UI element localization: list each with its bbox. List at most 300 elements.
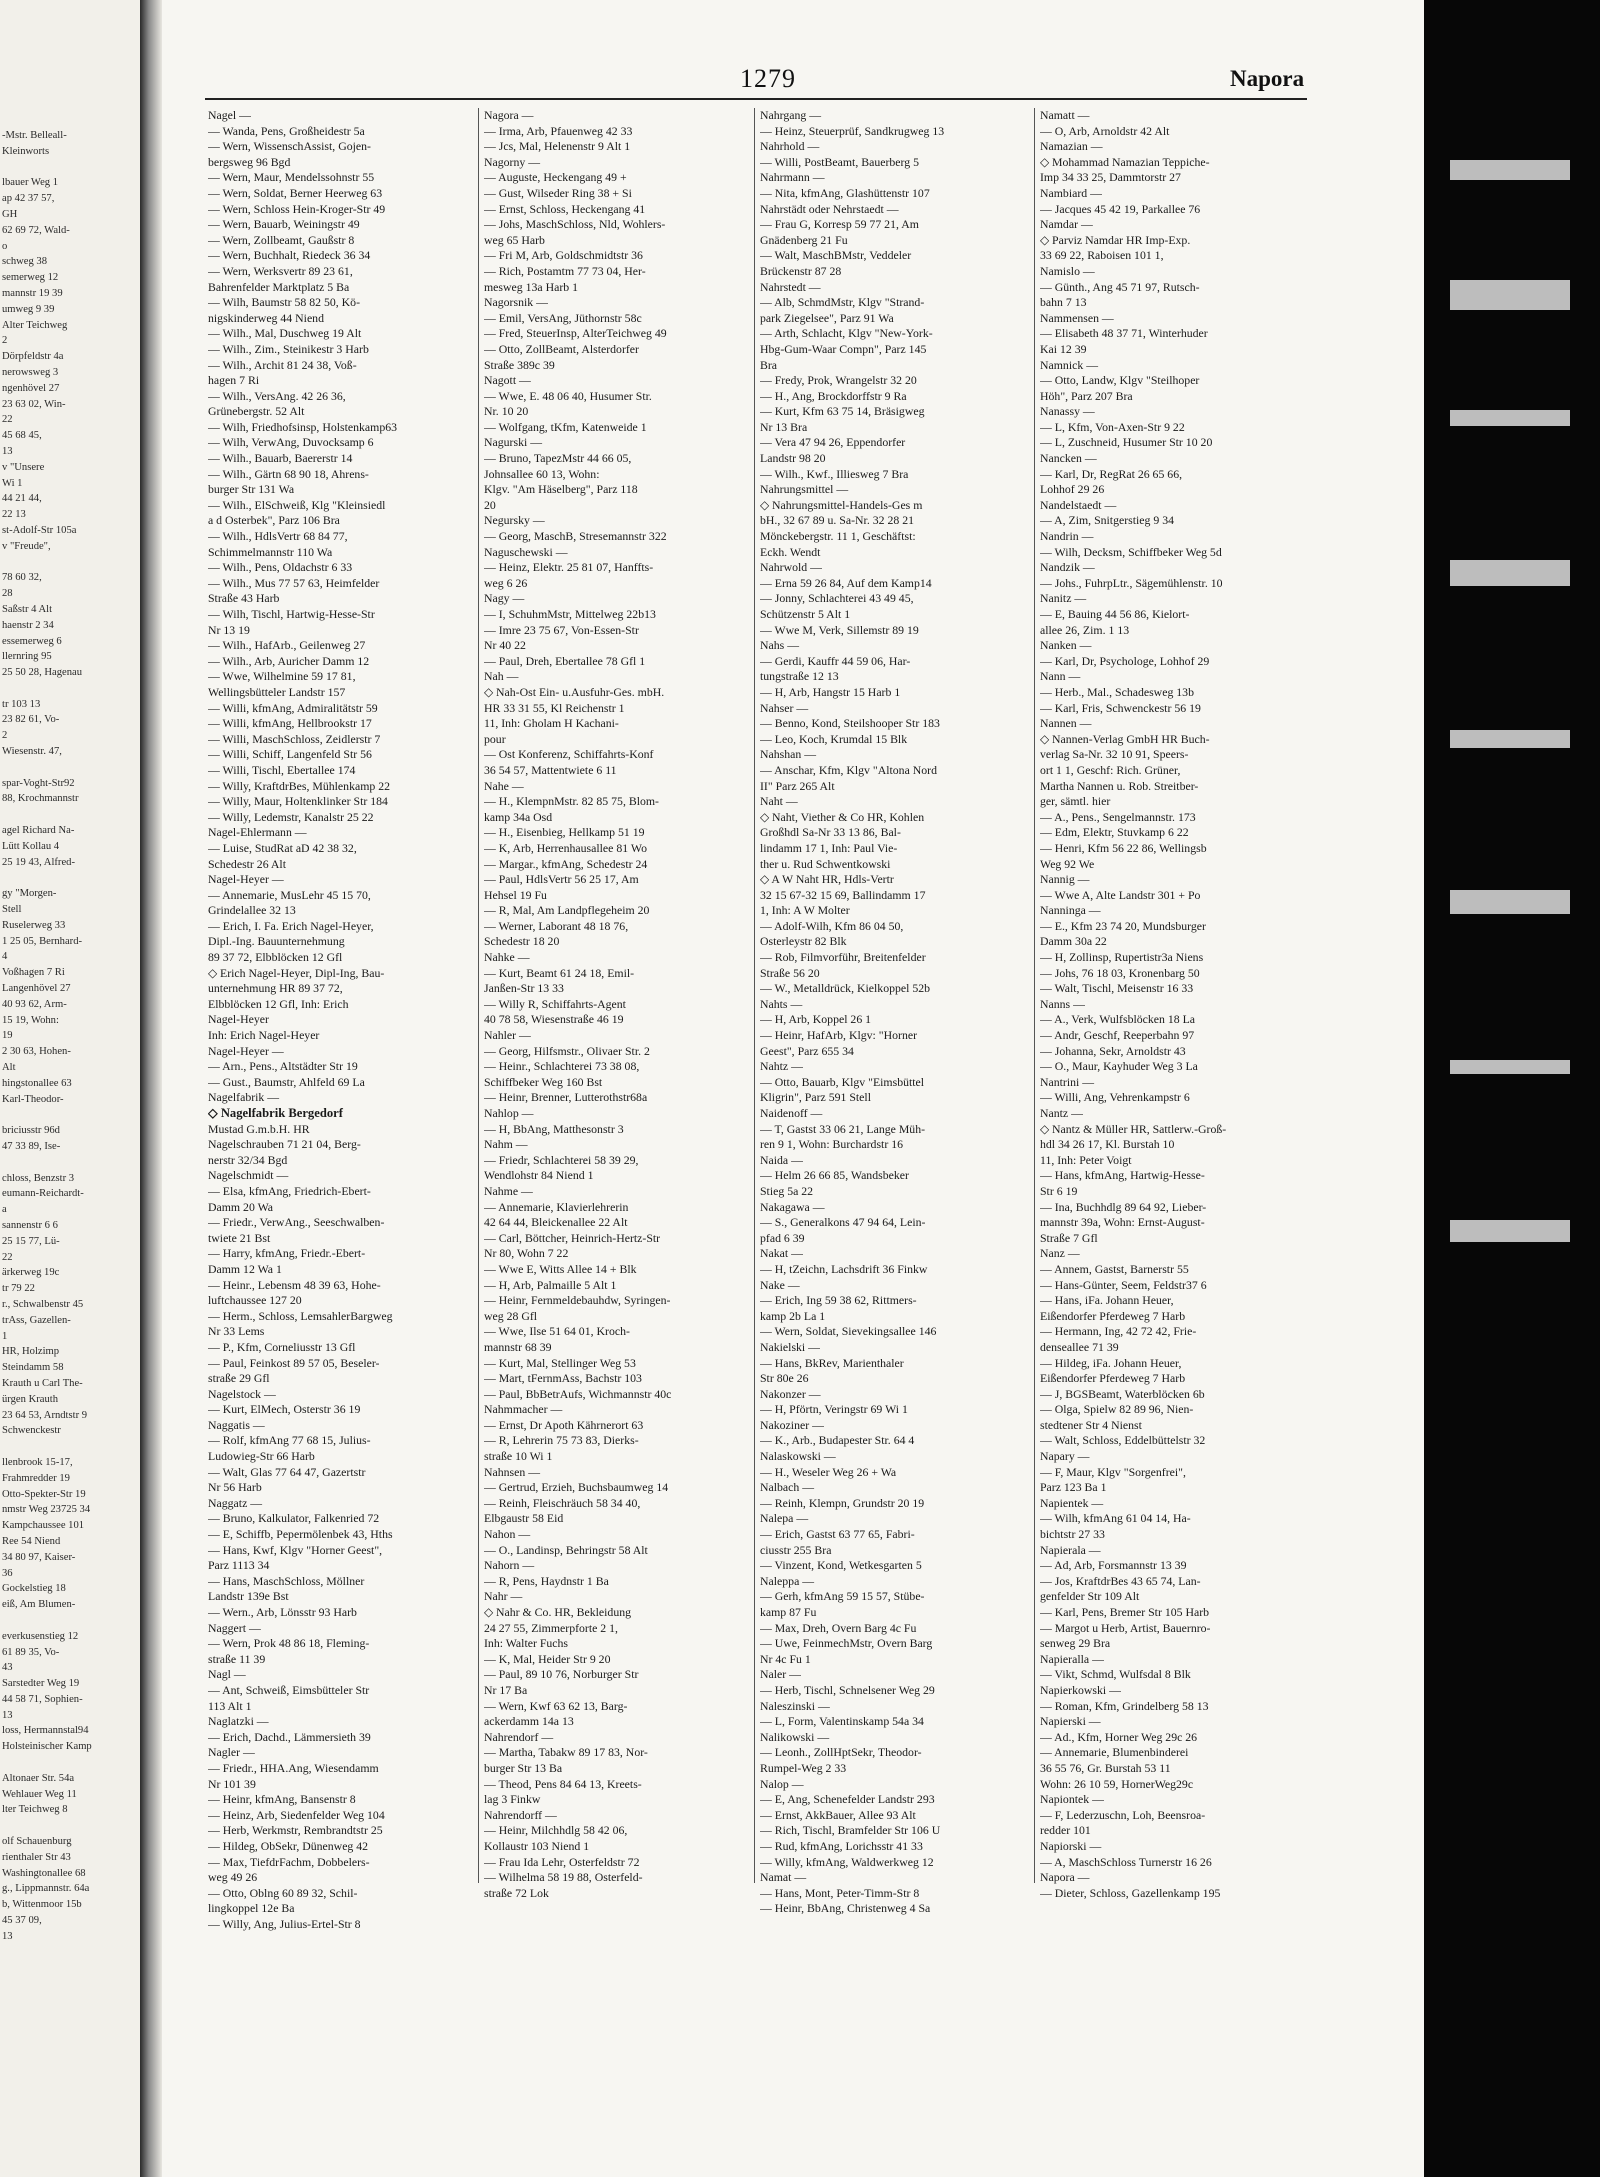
directory-entry-line: — Bruno, TapezMstr 44 66 05, xyxy=(484,451,632,466)
directory-entry-line: Napierkowski — xyxy=(1040,1682,1121,1697)
left-page-line: Langenhövel 27 xyxy=(2,983,71,995)
directory-entry-line: — Kurt, Kfm 63 75 14, Bräsigweg xyxy=(760,404,925,419)
directory-entry-line: Lohhof 29 26 xyxy=(1040,482,1105,497)
directory-entry-line: — Elisabeth 48 37 71, Winterhuder xyxy=(1040,326,1208,341)
left-page-line: schweg 38 xyxy=(2,256,48,268)
directory-entry-line: Nalbach — xyxy=(760,1480,815,1495)
directory-entry-line: Janßen-Str 13 33 xyxy=(484,981,564,996)
directory-column-2 xyxy=(484,108,749,1901)
directory-entry-line: Stieg 5a 22 xyxy=(760,1183,814,1198)
directory-entry-line: — Wern, Schloss Hein-Kroger-Str 49 xyxy=(208,201,386,216)
directory-entry-line: — Wern, Prok 48 86 18, Fleming- xyxy=(208,1636,370,1651)
directory-entry-line: — Jacques 45 42 19, Parkallee 76 xyxy=(1040,201,1201,216)
directory-entry-line: 24 27 55, Zimmerpforte 2 1, xyxy=(484,1620,618,1635)
directory-entry-line: bergsweg 96 Bgd xyxy=(208,154,291,169)
directory-entry-line: — Gertrud, Erzieh, Buchsbaumweg 14 xyxy=(484,1480,669,1495)
left-page-line: 22 13 xyxy=(2,509,26,521)
directory-entry-line: denseallee 71 39 xyxy=(1040,1339,1119,1354)
directory-entry-line: — Wilh., Mal, Duschweg 19 Alt xyxy=(208,326,362,341)
left-page-line xyxy=(2,760,134,776)
directory-entry-line: — Heinr., Lebensm 48 39 63, Hohe- xyxy=(208,1277,381,1292)
directory-entry-line: Nahe — xyxy=(484,778,524,793)
directory-entry-line: — Theod, Pens 84 64 13, Kreets- xyxy=(484,1776,642,1791)
directory-entry-line: — Gust., Baumstr, Ahlfeld 69 La xyxy=(208,1074,365,1089)
directory-entry-line: Nahrhold — xyxy=(760,139,820,154)
directory-entry-line: — Wilh., Kwf., Illiesweg 7 Bra xyxy=(760,466,909,481)
directory-entry-line: — H, Arb, Hangstr 15 Harb 1 xyxy=(760,684,901,699)
directory-entry-line: Napieralla — xyxy=(1040,1651,1104,1666)
directory-entry-line: Kligrin", Parz 591 Stell xyxy=(760,1090,871,1105)
directory-entry-line: — Wilh, Friedhofsinsp, Holstenkamp63 xyxy=(208,419,398,434)
directory-entry-line: Nagelstock — xyxy=(208,1386,276,1401)
directory-entry-line: 1, Inh: A W Molter xyxy=(760,903,850,918)
header-rule xyxy=(205,98,1307,100)
directory-entry-line: — Erich, Gastst 63 77 65, Fabri- xyxy=(760,1527,915,1542)
directory-entry-line: — Herb, Werkmstr, Rembrandtstr 25 xyxy=(208,1823,383,1838)
directory-entry-line: Nagel-Heyer — xyxy=(208,872,284,887)
directory-entry-line: — H., Weseler Weg 26 + Wa xyxy=(760,1464,897,1479)
left-page-line: r., Schwalbenstr 45 xyxy=(2,1298,84,1310)
left-page-line xyxy=(2,870,134,886)
directory-entry-line: — E, Ang, Schenefelder Landstr 293 xyxy=(760,1792,935,1807)
directory-entry-line: Bahrenfelder Marktplatz 5 Ba xyxy=(208,279,350,294)
left-page-line: 43 xyxy=(2,1662,13,1674)
directory-entry-line: — Otto, ZollBeamt, Alsterdorfer xyxy=(484,341,639,356)
directory-entry-line: — Heinr, Brenner, Lutterothstr68a xyxy=(484,1090,648,1105)
directory-entry-line: Schimmelmannstr 110 Wa xyxy=(208,544,333,559)
directory-entry-line: Naguschewski — xyxy=(484,544,568,559)
directory-entry-line: Nahrmann — xyxy=(760,170,825,185)
directory-entry-line: Kollaustr 103 Niend 1 xyxy=(484,1838,590,1853)
directory-entry-line: 11, Inh: Peter Voigt xyxy=(1040,1152,1132,1167)
directory-entry-line: ◇ Naht, Viether & Co HR, Kohlen xyxy=(760,809,925,824)
directory-entry-line: Napiorski — xyxy=(1040,1838,1102,1853)
directory-entry-line: Mönckebergstr. 11 1, Geschäftst: xyxy=(760,529,916,544)
directory-entry-line: Wohn: 26 10 59, HornerWeg29c xyxy=(1040,1776,1194,1791)
directory-entry-line: — Jcs, Mal, Helenenstr 9 Alt 1 xyxy=(484,139,631,154)
directory-entry-line: — Henri, Kfm 56 22 86, Wellingsb xyxy=(1040,840,1207,855)
directory-entry-line: Nr 40 22 xyxy=(484,638,526,653)
directory-entry-line: Weg 92 We xyxy=(1040,856,1095,871)
directory-entry-line: — Annemarie, Blumenbinderei xyxy=(1040,1745,1189,1760)
directory-entry-line: — S., Generalkons 47 94 64, Lein- xyxy=(760,1215,926,1230)
directory-entry-line: Naler — xyxy=(760,1667,801,1682)
directory-entry-line: — Heinr, HafArb, Klgv: "Horner xyxy=(760,1028,918,1043)
left-page-line: Altonaer Str. 54a xyxy=(2,1772,75,1784)
directory-entry-line: — Willi, PostBeamt, Bauerberg 5 xyxy=(760,154,919,169)
directory-entry-line: Parz 123 Ba 1 xyxy=(1040,1480,1107,1495)
directory-entry-line: 42 64 44, Bleickenallee 22 Alt xyxy=(484,1215,628,1230)
directory-entry-line: Hehsel 19 Fu xyxy=(484,887,547,902)
left-page-line xyxy=(2,1107,134,1123)
directory-entry-line: — Kurt, Beamt 61 24 18, Emil- xyxy=(484,965,635,980)
directory-entry-line: lag 3 Finkw xyxy=(484,1792,541,1807)
directory-entry-line: Nagel-Heyer — xyxy=(208,1043,284,1058)
directory-entry-line: — H., KlempnMstr. 82 85 75, Blom- xyxy=(484,794,659,809)
directory-entry-line: Geest", Parz 655 34 xyxy=(760,1043,854,1058)
left-page-line: 34 80 97, Kaiser- xyxy=(2,1551,76,1563)
left-page-line: 36 xyxy=(2,1567,13,1579)
left-page-line: Wehlauer Weg 11 xyxy=(2,1788,77,1800)
directory-entry-line: Nr 13 19 xyxy=(208,622,250,637)
directory-entry-line: — Ad., Kfm, Horner Weg 29c 26 xyxy=(1040,1729,1198,1744)
directory-entry-line: Napora — xyxy=(1040,1870,1090,1885)
directory-entry-line: twiete 21 Bst xyxy=(208,1230,271,1245)
directory-entry-line: Namdar — xyxy=(1040,217,1093,232)
directory-entry-line: — Wern, Maur, Mendelssohnstr 55 xyxy=(208,170,375,185)
directory-entry-line: 113 Alt 1 xyxy=(208,1698,252,1713)
left-page-line: umweg 9 39 xyxy=(2,303,55,315)
directory-entry-line: Nakagawa — xyxy=(760,1199,825,1214)
directory-entry-line: ciusstr 255 Bra xyxy=(760,1542,832,1557)
directory-entry-line: Nr 33 Lems xyxy=(208,1324,265,1339)
left-page-line: ap 42 37 57, xyxy=(2,193,55,205)
directory-entry-line: straße 10 Wi 1 xyxy=(484,1449,553,1464)
directory-entry-line: Nanken — xyxy=(1040,638,1092,653)
directory-entry-line: verlag Sa-Nr. 32 10 91, Speers- xyxy=(1040,747,1189,762)
left-page-line: 62 69 72, Wald- xyxy=(2,224,70,236)
left-page-line: Dörpfeldstr 4a xyxy=(2,351,64,363)
directory-entry-line: Naleppa — xyxy=(760,1573,815,1588)
directory-entry-line: — Karl, Pens, Bremer Str 105 Harb xyxy=(1040,1605,1210,1619)
directory-entry-line: — Willi, Tischl, Ebertallee 174 xyxy=(208,762,356,777)
directory-entry-line: — Vera 47 94 26, Eppendorfer xyxy=(760,435,906,450)
directory-entry-line: — Hans, kfmAng, Hartwig-Hesse- xyxy=(1040,1168,1205,1183)
directory-entry-line: pfad 6 39 xyxy=(760,1230,805,1245)
directory-entry-line: 40 78 58, Wiesenstraße 46 19 xyxy=(484,1012,624,1027)
left-page-line: Voßhagen 7 Ri xyxy=(2,967,65,979)
directory-entry-line: Bra xyxy=(760,357,778,372)
directory-entry-line: Nandrin — xyxy=(1040,529,1094,544)
directory-entry-line: — Vikt, Schmd, Wulfsdal 8 Blk xyxy=(1040,1667,1191,1682)
left-page-line: 13 xyxy=(2,1930,13,1942)
directory-entry-line: Straße 43 Harb xyxy=(208,591,280,606)
directory-entry-line: — Rob, Filmvorführ, Breitenfelder xyxy=(760,950,926,965)
directory-entry-line: Inh: Erich Nagel-Heyer xyxy=(208,1028,320,1043)
directory-entry-line: Nancken — xyxy=(1040,451,1097,466)
directory-entry-line: — Wilh, VerwAng, Duvocksamp 6 xyxy=(208,435,374,450)
directory-entry-line: Nahts — xyxy=(760,996,803,1011)
left-page-line: g., Lippmannstr. 64a xyxy=(2,1883,90,1895)
directory-entry-line: — Ant, Schweiß, Eimsbütteler Str xyxy=(208,1682,370,1697)
directory-entry-line: Nantrini — xyxy=(1040,1074,1095,1089)
directory-entry-line: — Heinr, Fernmeldebauhdw, Syringen- xyxy=(484,1293,671,1308)
left-page-line: nmstr Weg 23725 34 xyxy=(2,1504,91,1516)
directory-entry-line: — Johs, 76 18 03, Kronenbarg 50 xyxy=(1040,965,1200,980)
directory-entry-line: — Herm., Schloss, LemsahlerBargweg xyxy=(208,1308,393,1323)
directory-entry-line: Str 80e 26 xyxy=(760,1371,809,1386)
directory-entry-line: — Wern, Buchhalt, Riedeck 36 34 xyxy=(208,248,371,263)
directory-entry-line: — T, Gastst 33 06 21, Lange Müh- xyxy=(760,1121,926,1136)
left-page-line: 15 19, Wohn: xyxy=(2,1014,59,1026)
left-page-line: llernring 95 xyxy=(2,651,52,663)
directory-entry-line: — Willi, kfmAng, Hellbrookstr 17 xyxy=(208,716,372,731)
directory-entry-line: — Wilh., VersAng. 42 26 36, xyxy=(208,388,346,403)
directory-entry-line: Nannig — xyxy=(1040,872,1090,887)
directory-entry-line: ◇ Nantz & Müller HR, Sattlerw.-Groß- xyxy=(1040,1121,1227,1136)
directory-entry-line: — Frau G, Korresp 59 77 21, Am xyxy=(760,217,919,232)
directory-entry-line: Kai 12 39 xyxy=(1040,341,1087,356)
book-gutter xyxy=(140,0,162,2177)
directory-entry-line: ther u. Rud Schwentkowski xyxy=(760,856,891,871)
directory-entry-line: Landstr 98 20 xyxy=(760,451,826,466)
directory-entry-line: — Fred, SteuerInsp, AlterTeichweg 49 xyxy=(484,326,667,341)
left-page-line: 22 xyxy=(2,1251,13,1263)
directory-entry-line: — Walt, Schloss, Eddelbüttelstr 32 xyxy=(1040,1433,1206,1448)
directory-entry-line: Napary — xyxy=(1040,1449,1090,1464)
directory-entry-line: — Heinr., Schlachterei 73 38 08, xyxy=(484,1059,640,1074)
directory-entry-line: Nagorsnik — xyxy=(484,295,548,310)
directory-entry-line: — Wern, Soldat, Berner Heerweg 63 xyxy=(208,185,383,200)
directory-entry-line: Gnädenberg 21 Fu xyxy=(760,232,848,247)
directory-entry-line: — Wanda, Pens, Großheidestr 5a xyxy=(208,123,365,138)
directory-entry-line: Nagler — xyxy=(208,1745,255,1760)
directory-entry-line: — Hermann, Ing, 42 72 42, Frie- xyxy=(1040,1324,1197,1339)
left-page-line: Lütt Kollau 4 xyxy=(2,840,60,852)
directory-entry-line: Grünebergstr. 52 Alt xyxy=(208,404,305,419)
directory-entry-line: Nr 13 Bra xyxy=(760,419,808,434)
directory-entry-line: — Annem, Gastst, Barnerstr 55 xyxy=(1040,1261,1189,1276)
directory-entry-line: — A., Pens., Sengelmannstr. 173 xyxy=(1040,809,1196,824)
directory-entry-line: luftchaussee 127 20 xyxy=(208,1293,302,1308)
directory-entry-line: — Rolf, kfmAng 77 68 15, Julius- xyxy=(208,1433,371,1448)
directory-entry-line: — Wilh., HdlsVertr 68 84 77, xyxy=(208,529,348,544)
directory-entry-line: Nahme — xyxy=(484,1183,533,1198)
directory-entry-line: — Erich, Ing 59 38 62, Rittmers- xyxy=(760,1293,917,1308)
directory-entry-line: Nahrstedt — xyxy=(760,279,821,294)
directory-entry-line: Nalop — xyxy=(760,1776,804,1791)
directory-entry-line: — H, tZeichn, Lachsdrift 36 Finkw xyxy=(760,1261,928,1276)
directory-entry-line: — Rich, Tischl, Bramfelder Str 106 U xyxy=(760,1823,941,1838)
directory-entry-line: — Wwe, Wilhelmine 59 17 81, xyxy=(208,669,356,684)
left-page-line: spar-Voght-Str92 xyxy=(2,777,75,789)
left-page-line: Krauth u Carl The- xyxy=(2,1377,83,1389)
directory-entry-line: — Paul, 89 10 76, Norburger Str xyxy=(484,1667,639,1682)
directory-entry-line: Nahm — xyxy=(484,1137,528,1152)
directory-entry-line: Nann — xyxy=(1040,669,1081,684)
directory-entry-line: allee 26, Zim. 1 13 xyxy=(1040,622,1130,637)
directory-entry-line: Nagott — xyxy=(484,373,531,388)
directory-entry-line: genfelder Str 109 Alt xyxy=(1040,1589,1140,1604)
directory-entry-line: — Bruno, Kalkulator, Falkenried 72 xyxy=(208,1511,380,1526)
directory-entry-line: — Ost Konferenz, Schiffahrts-Konf xyxy=(484,747,654,762)
directory-entry-line: — Heinr, kfmAng, Bansenstr 8 xyxy=(208,1792,356,1807)
directory-entry-line: — Mart, tFernmAss, Bachstr 103 xyxy=(484,1371,642,1386)
directory-entry-line: Eißendorfer Pferdeweg 7 Harb xyxy=(1040,1371,1186,1386)
directory-entry-line: — Hans, Mont, Peter-Timm-Str 8 xyxy=(760,1885,920,1900)
left-page-line: a xyxy=(2,1204,7,1216)
left-page-line: nerowsweg 3 xyxy=(2,366,59,378)
left-page-line: o xyxy=(2,240,8,252)
directory-entry-line: — Reinh, Klempn, Grundstr 20 19 xyxy=(760,1495,925,1510)
left-page-line: 2 30 63, Hohen- xyxy=(2,1046,71,1058)
directory-entry-line: — Friedr., VerwAng., Seeschwalben- xyxy=(208,1215,385,1230)
directory-entry-line: — Paul, HdlsVertr 56 25 17, Am xyxy=(484,872,639,887)
directory-entry-line: Ludowieg-Str 66 Harb xyxy=(208,1449,315,1464)
directory-entry-line: — Rich, Postamtm 77 73 04, Her- xyxy=(484,263,646,278)
column-divider xyxy=(754,108,755,1883)
left-page-line: 1 25 05, Bernhard- xyxy=(2,935,83,947)
directory-entry-line: Nahs — xyxy=(760,638,799,653)
left-page-line: everkusenstieg 12 xyxy=(2,1630,79,1642)
directory-entry-line: — Annemarie, MusLehr 45 15 70, xyxy=(208,887,371,902)
directory-entry-line: — R, Mal, Am Landpflegeheim 20 xyxy=(484,903,650,918)
directory-entry-line: — H., Ang, Brockdorffstr 9 Ra xyxy=(760,388,907,403)
directory-entry-line: Osterleystr 82 Blk xyxy=(760,934,847,949)
directory-entry-line: — Olga, Spielw 82 89 96, Nien- xyxy=(1040,1402,1194,1417)
directory-entry-line: Nagel-Heyer xyxy=(208,1012,269,1027)
directory-entry-line: Nah — xyxy=(484,669,519,684)
directory-entry-line: — A, MaschSchloss Turnerstr 16 26 xyxy=(1040,1854,1212,1869)
left-page-line: Ruselerweg 33 xyxy=(2,919,66,931)
left-page-line: Kampchaussee 101 xyxy=(2,1520,85,1532)
directory-entry-line: nigskinderweg 44 Niend xyxy=(208,310,324,325)
directory-entry-line: — Wwe, E. 48 06 40, Husumer Str. xyxy=(484,388,652,403)
directory-entry-line: — Wilh, Tischl, Hartwig-Hesse-Str xyxy=(208,607,375,621)
directory-entry-line: — Wolfgang, tKfm, Katenweide 1 xyxy=(484,419,647,434)
directory-entry-line: ◇ Erich Nagel-Heyer, Dipl-Ing, Bau- xyxy=(208,965,385,980)
left-page-line: 88, Krochmannstr xyxy=(2,793,79,805)
directory-entry-line: lingkoppel 12e Ba xyxy=(208,1901,295,1916)
directory-entry-line: — O., Landinsp, Behringstr 58 Alt xyxy=(484,1542,648,1557)
directory-entry-line: Nr 80, Wohn 7 22 xyxy=(484,1246,569,1261)
directory-entry-line: 20 xyxy=(484,497,496,512)
left-page-line: hingstonallee 63 xyxy=(2,1077,72,1089)
directory-entry-line: — Wern., Arb, Lönsstr 93 Harb xyxy=(208,1605,357,1619)
directory-entry-line: — Paul, Dreh, Ebertallee 78 Gfl 1 xyxy=(484,653,646,668)
directory-entry-line: bH., 32 67 89 u. Sa-Nr. 32 28 21 xyxy=(760,513,915,528)
directory-entry-line: stedtener Str 4 Nienst xyxy=(1040,1417,1142,1432)
left-page-line: chloss, Benzstr 3 xyxy=(2,1172,75,1184)
directory-entry-line: — Willi, kfmAng, Admiralitätstr 59 xyxy=(208,700,378,715)
directory-entry-line: Hbg-Gum-Waar Compn", Parz 145 xyxy=(760,341,927,356)
directory-entry-line: weg 28 Gfl xyxy=(484,1308,538,1323)
directory-entry-line: — Wern, Bauarb, Weiningstr 49 xyxy=(208,217,360,232)
directory-column-4 xyxy=(1040,108,1306,1901)
directory-entry-line: — Margot u Herb, Artist, Bauernro- xyxy=(1040,1620,1211,1635)
directory-entry-line: HR 33 31 55, Kl Reichenstr 1 xyxy=(484,700,625,715)
directory-entry-line: — Erich, I. Fa. Erich Nagel-Heyer, xyxy=(208,918,374,933)
directory-entry-line: — Willi, Ang, Vehrenkampstr 6 xyxy=(1040,1090,1190,1105)
left-page-line xyxy=(2,160,134,176)
column-divider xyxy=(478,108,479,1883)
left-page-line: Gockelstieg 18 xyxy=(2,1583,66,1595)
directory-entry-line: — Wern, WissenschAssist, Gojen- xyxy=(208,139,371,154)
directory-entry-line: — E, Bauing 44 56 86, Kielort- xyxy=(1040,607,1190,621)
directory-entry-line: Nagl — xyxy=(208,1667,246,1682)
directory-entry-line: — Hans, MaschSchloss, Möllner xyxy=(208,1573,365,1588)
directory-entry-line: Naleszinski — xyxy=(760,1698,830,1713)
directory-entry-line: Rumpel-Weg 2 33 xyxy=(760,1760,847,1775)
directory-entry-line: — Max, Dreh, Overn Barg 4c Fu xyxy=(760,1620,917,1635)
directory-entry-line: Str 6 19 xyxy=(1040,1183,1078,1198)
directory-entry-line: — Günth., Ang 45 71 97, Rutsch- xyxy=(1040,279,1200,294)
directory-entry-line: 89 37 72, Elbblöcken 12 Gfl xyxy=(208,950,343,965)
left-page-line: 28 xyxy=(2,588,13,600)
directory-entry-line: Straße 389c 39 xyxy=(484,357,555,372)
left-page-line: lter Teichweg 8 xyxy=(2,1804,68,1816)
directory-entry-line: — Wwe A, Alte Landstr 301 + Po xyxy=(1040,887,1201,902)
directory-entry-line: — Johs., FuhrpLtr., Sägemühlenstr. 10 xyxy=(1040,575,1223,590)
left-page-line: 47 33 89, Ise- xyxy=(2,1141,61,1152)
left-page-line: 1 xyxy=(2,1330,8,1342)
directory-entry-line: — Herb., Mal., Schadesweg 13b xyxy=(1040,684,1194,699)
directory-entry-line: Eckh. Wendt xyxy=(760,544,821,559)
directory-entry-line: — Georg, MaschB, Stresemannstr 322 xyxy=(484,529,667,544)
directory-entry-line: — Helm 26 66 85, Wandsbeker xyxy=(760,1168,909,1183)
directory-entry-line: — Ernst, Schloss, Heckengang 41 xyxy=(484,201,646,216)
left-page-line: Washingtonallee 68 xyxy=(2,1867,86,1879)
directory-entry-line: Nakonzer — xyxy=(760,1386,821,1401)
left-page-line: 45 68 45, xyxy=(2,430,42,442)
left-page-line: essemerweg 6 xyxy=(2,635,62,647)
directory-entry-line: ◇ Nannen-Verlag GmbH HR Buch- xyxy=(1040,731,1210,746)
directory-entry-line: — Ina, Buchhdlg 89 64 92, Lieber- xyxy=(1040,1199,1207,1214)
left-page-line: Wi 1 xyxy=(2,477,23,489)
directory-entry-line: — Wwe E, Witts Allee 14 + Blk xyxy=(484,1261,637,1276)
directory-entry-line: Wellingsbütteler Landstr 157 xyxy=(208,684,346,699)
directory-entry-line: Nandelstaedt — xyxy=(1040,497,1117,512)
directory-entry-line: Namat — xyxy=(760,1870,807,1885)
left-page-line: 19 xyxy=(2,1030,13,1042)
directory-entry-line: — Hans, iFa. Johann Heuer, xyxy=(1040,1293,1174,1308)
left-page-line: tr 103 13 xyxy=(2,698,41,710)
directory-entry-line: Nahlop — xyxy=(484,1106,534,1120)
directory-entry-line: Nahon — xyxy=(484,1527,531,1542)
left-page-line: 44 58 71, Sophien- xyxy=(2,1693,83,1705)
left-page-line: b, Wittenmoor 15b xyxy=(2,1899,82,1911)
directory-entry-line: — Walt, Glas 77 64 47, Gazertstr xyxy=(208,1464,366,1479)
directory-entry-line: — Heinr, BbAng, Christenweg 4 Sa xyxy=(760,1901,931,1916)
directory-entry-line: Schedestr 18 20 xyxy=(484,934,560,949)
directory-entry-line: a d Osterbek", Parz 106 Bra xyxy=(208,513,340,528)
directory-entry-line: Nanninga — xyxy=(1040,903,1101,918)
directory-entry-line: II" Parz 265 Alt xyxy=(760,778,835,793)
directory-entry-line: Nr 56 Harb xyxy=(208,1480,262,1495)
left-page-line: Saßstr 4 Alt xyxy=(2,603,53,615)
directory-entry-line: kamp 34a Osd xyxy=(484,809,553,824)
directory-entry-line: Namnick — xyxy=(1040,357,1098,372)
directory-entry-line: — Jonny, Schlachterei 43 49 45, xyxy=(760,591,914,606)
directory-entry-line: — Hildeg, ObSekr, Dünenweg 42 xyxy=(208,1838,369,1853)
directory-entry-line: tungstraße 12 13 xyxy=(760,669,839,684)
left-page-line: llenbrook 15-17, xyxy=(2,1456,73,1468)
directory-entry-line: — Anschar, Kfm, Klgv "Altona Nord xyxy=(760,762,938,777)
left-page-line: agel Richard Na- xyxy=(2,825,75,837)
directory-entry-line: — Karl, Dr, Psychologe, Lohhof 29 xyxy=(1040,653,1210,668)
directory-entry-line: Nanassy — xyxy=(1040,404,1095,419)
directory-entry-line: Nannen — xyxy=(1040,716,1092,731)
directory-entry-line: Nagel — xyxy=(208,108,251,122)
directory-entry-line: — Reinh, Fleischräuch 58 34 40, xyxy=(484,1495,641,1510)
left-page-line: Kleinworts xyxy=(2,145,50,157)
directory-entry-line: bichtstr 27 33 xyxy=(1040,1527,1105,1542)
directory-entry-line: Nahr — xyxy=(484,1589,523,1604)
directory-entry-line: — Jos, KraftdrBes 43 65 74, Lan- xyxy=(1040,1573,1201,1588)
left-page-line: 13 xyxy=(2,1709,13,1721)
left-page-line: ngenhövel 27 xyxy=(2,382,60,394)
directory-entry-line: kamp 87 Fu xyxy=(760,1605,817,1619)
directory-entry-line: — Emil, VersAng, Jüthornstr 58c xyxy=(484,310,642,325)
directory-entry-line: — Max, TiefdrFachm, Dobbelers- xyxy=(208,1854,370,1869)
directory-entry-line: — H., Eisenbieg, Hellkamp 51 19 xyxy=(484,825,645,840)
directory-entry-line: — Friedr., HHA.Ang, Wiesendamm xyxy=(208,1760,379,1775)
left-page-line xyxy=(2,1439,134,1455)
directory-entry-line: — Wilhelma 58 19 88, Osterfeld- xyxy=(484,1870,643,1885)
directory-entry-line: 33 69 22, Raboisen 101 1, xyxy=(1040,248,1164,263)
left-page-line: 4 xyxy=(2,951,8,963)
directory-entry-line: Damm 12 Wa 1 xyxy=(208,1261,282,1276)
